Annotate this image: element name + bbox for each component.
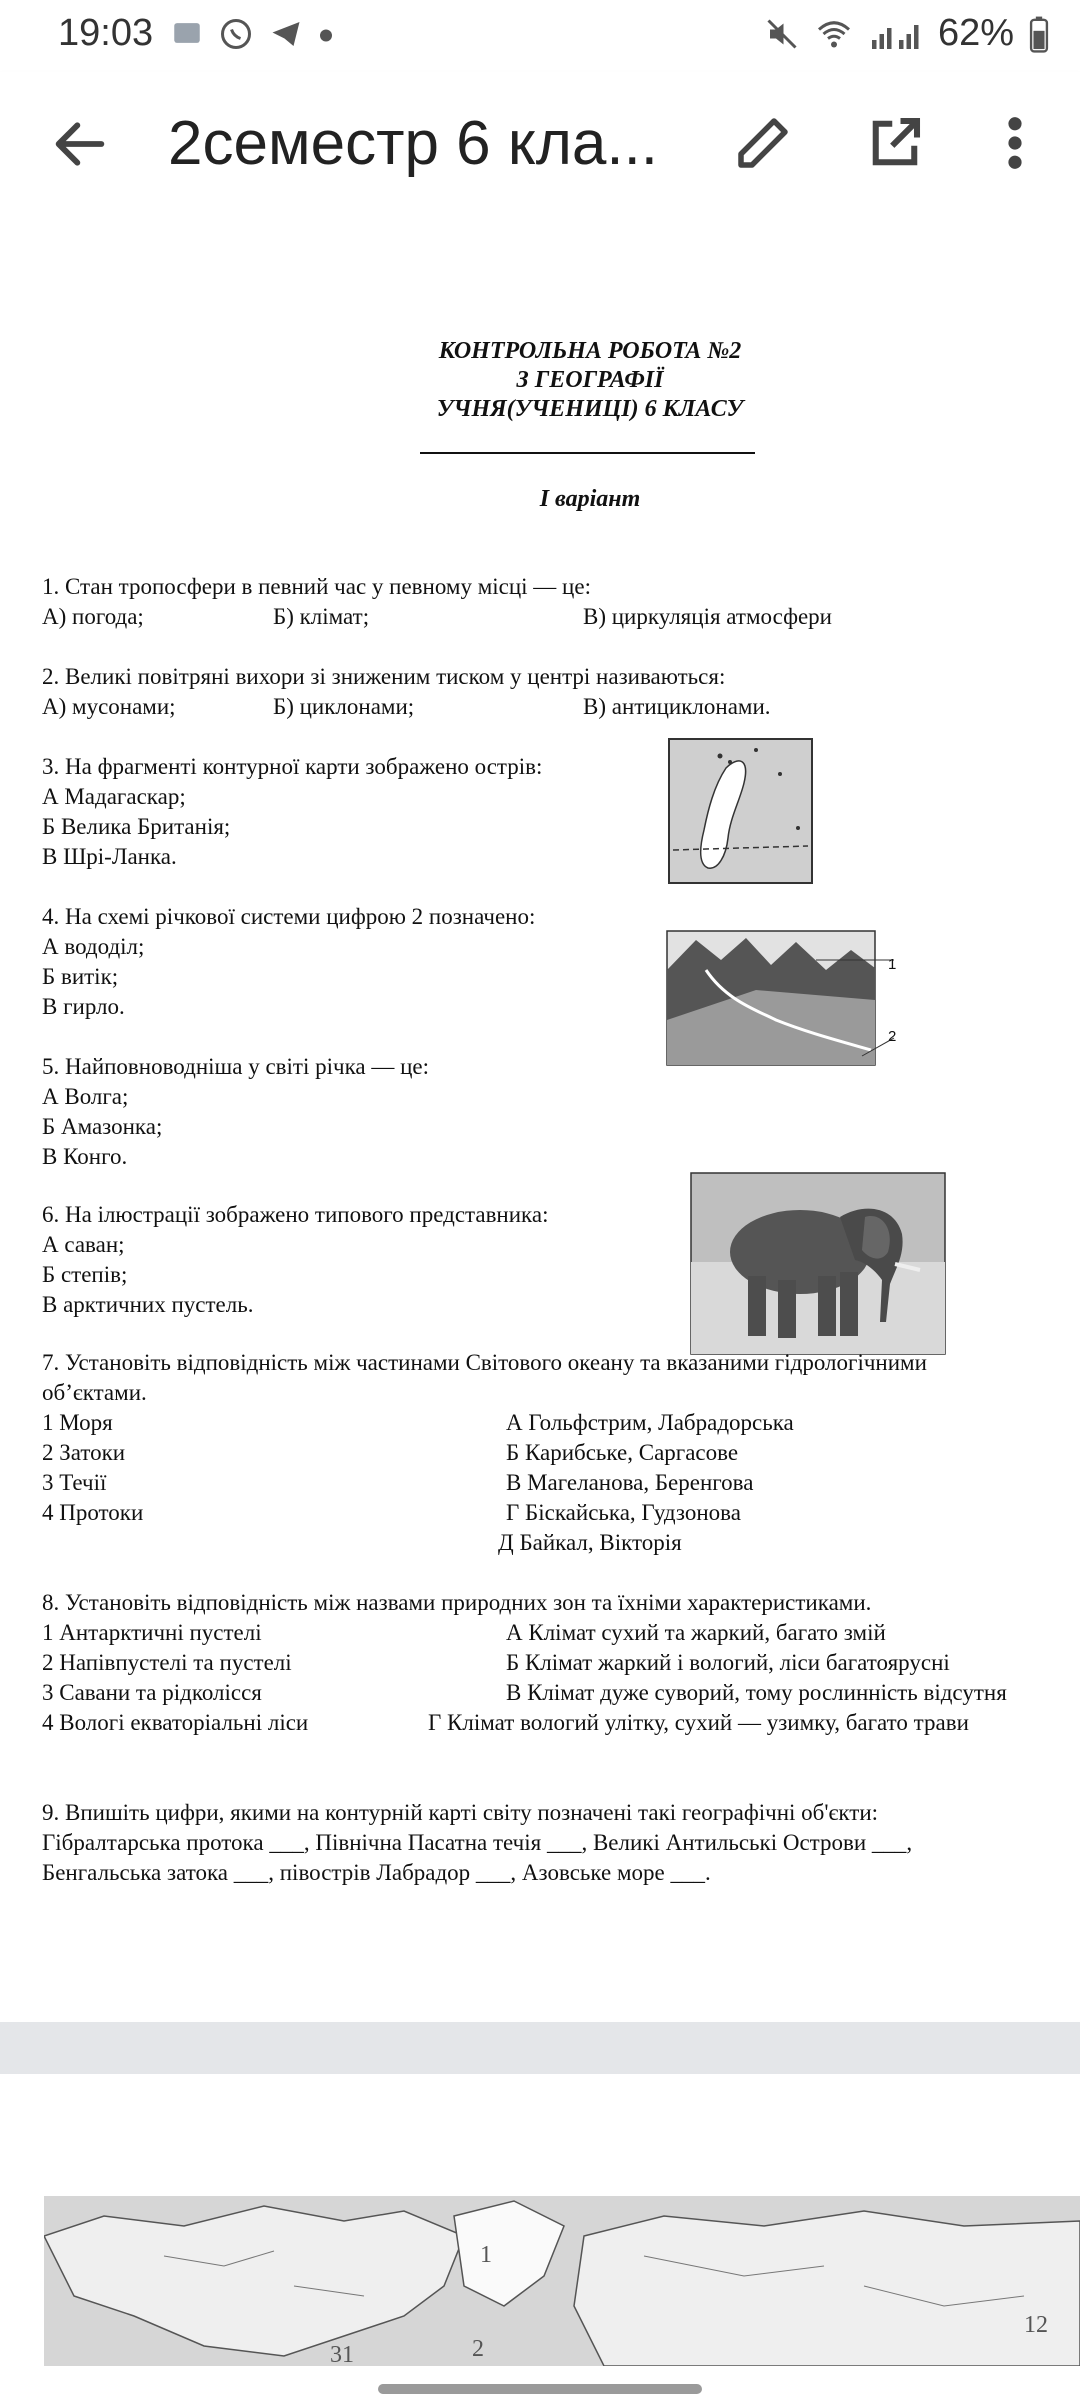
map-label-1: 1	[480, 2242, 492, 2268]
q7-right-e: Д Байкал, Вікторія	[498, 1530, 682, 1555]
q8-right-d: Г Клімат вологий улітку, сухий — узимку, багато трави	[428, 1710, 969, 1735]
edit-icon[interactable]	[730, 110, 796, 176]
q6-option-b: Б степів;	[42, 1262, 128, 1287]
q7-left-2: 2 Затоки	[42, 1440, 126, 1465]
q3-option-a: А Мадагаскар;	[42, 784, 186, 809]
document-page	[0, 222, 1080, 2022]
madagascar-map-image	[668, 738, 813, 884]
q3-text: 3. На фрагменті контурної карти зображено острів:	[42, 754, 543, 779]
q9-text-line-1: 9. Впишіть цифри, якими на контурній карті світу позначені такі географічні об'єкти:	[42, 1800, 879, 1825]
status-time: 19:03	[58, 12, 154, 54]
q2-option-c: В) антициклонами.	[583, 694, 771, 719]
q1-option-c: В) циркуляція атмосфери	[583, 604, 832, 629]
world-map-graphic	[44, 2196, 1080, 2366]
q6-option-c: В арктичних пустель.	[42, 1292, 254, 1317]
telegram-icon	[268, 16, 304, 52]
q5-text: 5. Найповноводніша у світі річка — це:	[42, 1054, 430, 1079]
variant-label: І варіант	[539, 486, 641, 512]
dot-icon	[318, 16, 334, 52]
doc-title-line-2: З ГЕОГРАФІЇ	[516, 367, 664, 393]
home-indicator[interactable]	[378, 2384, 702, 2394]
doc-title-line-3: УЧНЯ(УЧЕНИЦІ) 6 КЛАСУ	[436, 396, 744, 422]
q6-text: 6. На ілюстрації зображено типового представника:	[42, 1202, 549, 1227]
river-label-1: 1	[888, 956, 897, 973]
river-system-image	[666, 930, 896, 1068]
battery-icon	[1028, 15, 1050, 53]
q9-text-line-3: Бенгальська затока ___, півострів Лабрадор ___, Азовське море ___.	[42, 1860, 711, 1885]
river-label-2: 2	[888, 1028, 897, 1045]
q5-option-c: В Конго.	[42, 1144, 128, 1169]
app-bar	[0, 72, 1080, 222]
signal-icon	[868, 16, 924, 52]
q4-option-a: А вододіл;	[42, 934, 145, 959]
map-label-2: 2	[472, 2336, 484, 2362]
title-underline	[420, 452, 755, 454]
q8-left-2: 2 Напівпустелі та пустелі	[42, 1650, 292, 1675]
q8-left-3: 3 Савани та рідколісся	[42, 1680, 262, 1705]
q4-option-b: Б витік;	[42, 964, 119, 989]
q7-right-b: Б Карибське, Саргасове	[506, 1440, 739, 1465]
status-bar	[0, 0, 1080, 72]
q4-text: 4. На схемі річкової системи цифрою 2 позначено:	[42, 904, 536, 929]
q3-option-b: Б Велика Британія;	[42, 814, 231, 839]
q8-left-1: 1 Антарктичні пустелі	[42, 1620, 262, 1645]
q7-text-line-2: об’єктами.	[42, 1380, 147, 1405]
q1-option-b: Б) клімат;	[273, 604, 370, 629]
q7-left-1: 1 Моря	[42, 1410, 113, 1435]
viber-icon	[218, 16, 254, 52]
doc-title-line-1: КОНТРОЛЬНА РОБОТА №2	[438, 338, 742, 364]
q7-text-line-1: 7. Установіть відповідність між частинами Світового океану та вказаними гідрологічними	[42, 1350, 927, 1375]
q1-option-a: А) погода;	[42, 604, 144, 629]
q8-right-a: А Клімат сухий та жаркий, багато змій	[506, 1620, 886, 1645]
q7-left-3: 3 Течії	[42, 1470, 107, 1495]
q8-right-c: В Клімат дуже суворий, тому рослинність відсутня	[506, 1680, 1007, 1705]
q4-option-c: В гирло.	[42, 994, 125, 1019]
document-title: 2семестр 6 кла...	[168, 109, 659, 178]
q5-option-a: А Волга;	[42, 1084, 129, 1109]
map-label-31: 31	[330, 2342, 354, 2368]
q7-left-4: 4 Протоки	[42, 1500, 144, 1525]
q6-option-a: А саван;	[42, 1232, 125, 1257]
q2-option-a: А) мусонами;	[42, 694, 176, 719]
battery-percent: 62%	[937, 12, 1014, 54]
q3-option-c: В Шрі-Ланка.	[42, 844, 177, 869]
map-label-12: 12	[1024, 2312, 1048, 2338]
more-icon[interactable]	[990, 110, 1040, 176]
gallery-icon	[170, 16, 204, 50]
q2-option-b: Б) циклонами;	[273, 694, 415, 719]
page-separator	[0, 2022, 1080, 2074]
q7-right-d: Г Біскайська, Гудзонова	[506, 1500, 741, 1525]
wifi-icon	[814, 16, 854, 52]
elephant-image	[690, 1172, 946, 1355]
q2-text: 2. Великі повітряні вихори зі зниженим тиском у центрі називаються:	[42, 664, 726, 689]
q7-right-a: А Гольфстрим, Лабрадорська	[506, 1410, 794, 1435]
open-external-icon[interactable]	[862, 110, 928, 176]
q8-right-b: Б Клімат жаркий і вологий, ліси багатоярусні	[506, 1650, 950, 1675]
system-icons	[764, 12, 1050, 55]
back-icon[interactable]	[48, 112, 112, 176]
world-contour-map-image	[44, 2196, 1080, 2366]
q1-text: 1. Стан тропосфери в певний час у певному місці — це:	[42, 574, 591, 599]
mute-icon	[764, 16, 800, 52]
q8-left-4: 4 Вологі екваторіальні ліси	[42, 1710, 309, 1735]
q8-text: 8. Установіть відповідність між назвами природних зон та їхніми характеристиками.	[42, 1590, 872, 1615]
q5-option-b: Б Амазонка;	[42, 1114, 163, 1139]
q9-text-line-2: Гібралтарська протока ___, Північна Пасатна течія ___, Великі Антильські Острови ___,	[42, 1830, 913, 1855]
notification-icons	[170, 16, 334, 52]
q7-right-c: В Магеланова, Беренгова	[506, 1470, 754, 1495]
